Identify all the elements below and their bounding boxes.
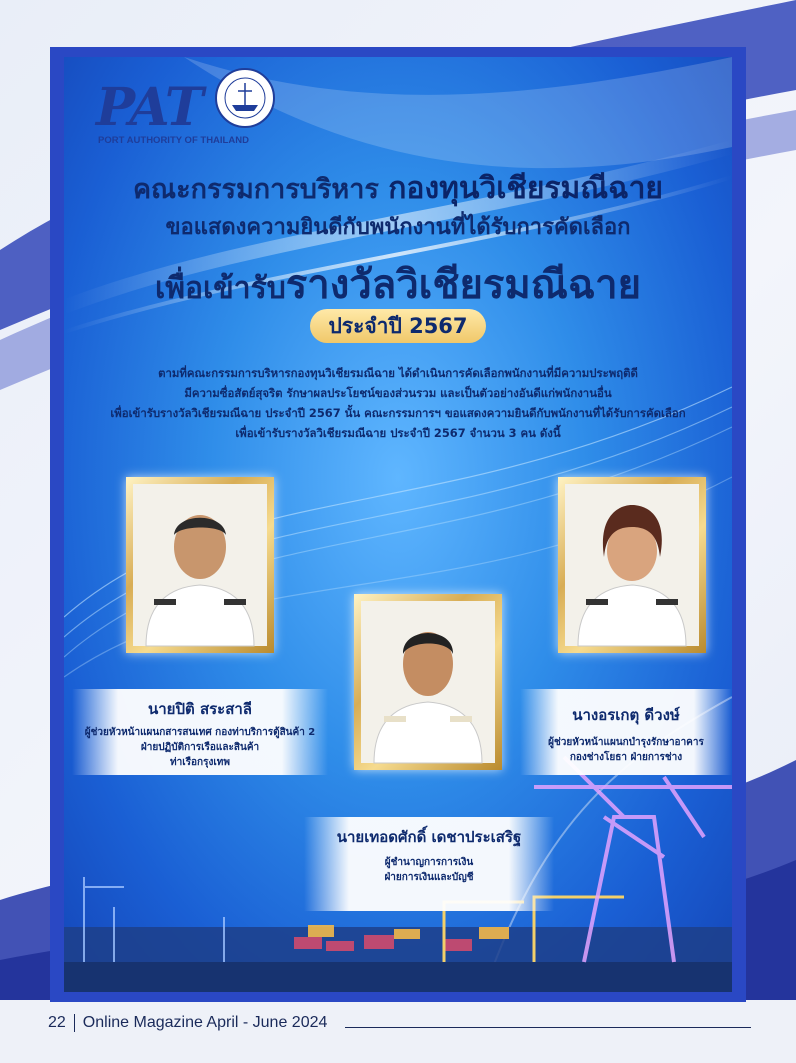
portrait-man-icon	[126, 477, 274, 653]
page-number: 22	[48, 1014, 66, 1032]
awardee-1-position-line: ท่าเรือกรุงเทพ	[170, 757, 230, 768]
pat-logo-subtitle: PORT AUTHORITY OF THAILAND	[98, 135, 249, 146]
pat-logo	[94, 65, 284, 145]
paragraph-line: เพื่อเข้ารับรางวัลวิเชียรมณีฉาย ประจำปี 2567 จำนวน 3 คน ดังนี้	[235, 426, 561, 440]
poster-body	[64, 57, 732, 992]
footer-divider	[74, 1014, 75, 1032]
heading-line-3	[64, 252, 732, 316]
portrait-woman-icon	[558, 477, 706, 653]
pat-logo-mark: PAT	[96, 77, 202, 138]
awardee-2-name: นายเทอดศักดิ์ เดชาประเสริฐ	[336, 828, 522, 846]
awardee-1-position-line: ฝ่ายปฏิบัติการเรือและสินค้า	[140, 742, 260, 753]
awardee-3-photo	[558, 477, 706, 653]
paragraph-line: เพื่อเข้ารับรางวัลวิเชียรมณีฉาย ประจำปี 2567 นั้น คณะกรรมการฯ ขอแสดงความยินดีกับพนักงานที่ได้รับการคัดเลือก	[110, 406, 686, 420]
paragraph-line: มีความซื่อสัตย์สุจริต รักษาผลประโยชน์ของส่วนรวม และเป็นตัวอย่างอันดีแก่พนักงานอื่น	[184, 386, 612, 400]
page-footer	[48, 1014, 327, 1032]
awardee-1-photo	[126, 477, 274, 653]
footer-rule	[345, 1027, 751, 1028]
heading-committee: คณะกรรมการบริหาร	[132, 174, 379, 205]
awardee-3-name: นางอรเกตุ ดีวงษ์	[572, 706, 680, 724]
awardee-1-position-line: ผู้ช่วยหัวหน้าแผนกสารสนเทศ กองท่าบริการตู้สินค้า 2	[84, 727, 316, 738]
awardee-3-position-line: กองช่างโยธา ฝ่ายการช่าง	[569, 752, 683, 763]
awardee-3-card	[520, 689, 732, 775]
heading-award-name: รางวัลวิเชียรมณีฉาย	[285, 262, 642, 308]
portrait-man-icon	[354, 594, 502, 770]
heading-receive: เพื่อเข้ารับ	[154, 271, 286, 306]
heading-fund-name: กองทุนวิเชียรมณีฉาย	[388, 171, 663, 206]
awardee-2-position-line: ผู้ชำนาญการการเงิน	[384, 857, 474, 868]
awardee-2-photo	[354, 594, 502, 770]
awardee-2-card	[304, 817, 554, 911]
heading-line-1	[64, 165, 732, 212]
heading-line-2: ขอแสดงความยินดีกับพนักงานที่ได้รับการคัดเลือก	[165, 215, 631, 240]
paragraph-line: ตามที่คณะกรรมการบริหารกองทุนวิเชียรมณีฉาย ได้ดำเนินการคัดเลือกพนักงานที่มีความประพฤติดี	[158, 366, 638, 380]
awardee-1-name: นายปิติ สระสาลี	[148, 700, 252, 718]
announcement-paragraph	[74, 363, 722, 443]
magazine-issue: Online Magazine April - June 2024	[82, 1014, 328, 1032]
award-poster	[50, 47, 746, 1002]
port-authority-seal-icon	[214, 67, 276, 129]
award-year-badge: ประจำปี 2567	[310, 309, 486, 343]
awardee-3-position-line: ผู้ช่วยหัวหน้าแผนกบำรุงรักษาอาคาร	[548, 737, 704, 748]
awardee-1-card	[72, 689, 328, 775]
awardee-2-position-line: ฝ่ายการเงินและบัญชี	[384, 872, 474, 883]
